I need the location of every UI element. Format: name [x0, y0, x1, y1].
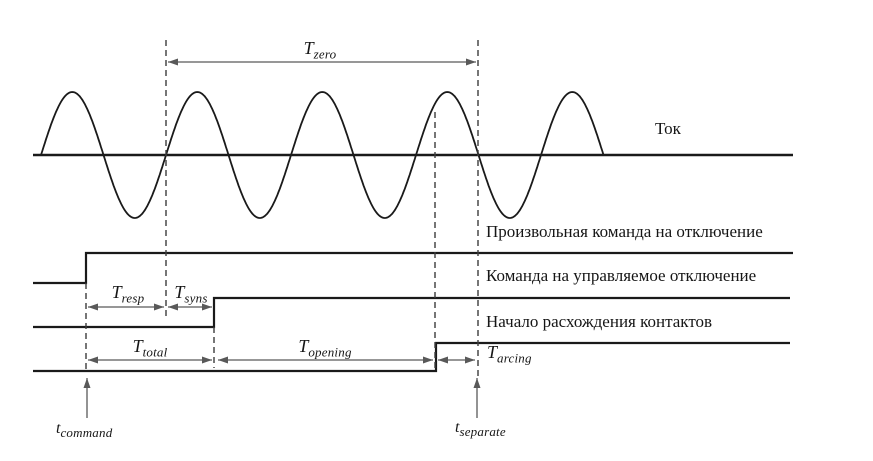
current-waveform-label: Ток	[655, 119, 681, 138]
instant-label-t-separate: $t_{separate}$	[455, 419, 506, 440]
signal-label-arbitrary-trip-command: Произвольная команда на отключение	[486, 222, 763, 241]
instant-label-t-command: $t_{command}$	[56, 420, 113, 441]
interval-label-t-total: $T_{total}$	[132, 336, 168, 360]
interval-label-t-zero: $T_{zero}$	[303, 38, 337, 62]
signal-label-controlled-trip-command: Команда на управляемое отключение	[486, 266, 757, 285]
interval-label-t-opening: $T_{opening}$	[298, 336, 352, 360]
signal-label-contact-separation: Начало расхождения контактов	[486, 312, 713, 331]
interval-label-t-resp: $T_{resp}$	[111, 282, 145, 306]
interval-label-t-syns: $T_{syns}$	[174, 282, 208, 306]
interval-label-t-arcing: $T_{arcing}$	[487, 342, 532, 366]
